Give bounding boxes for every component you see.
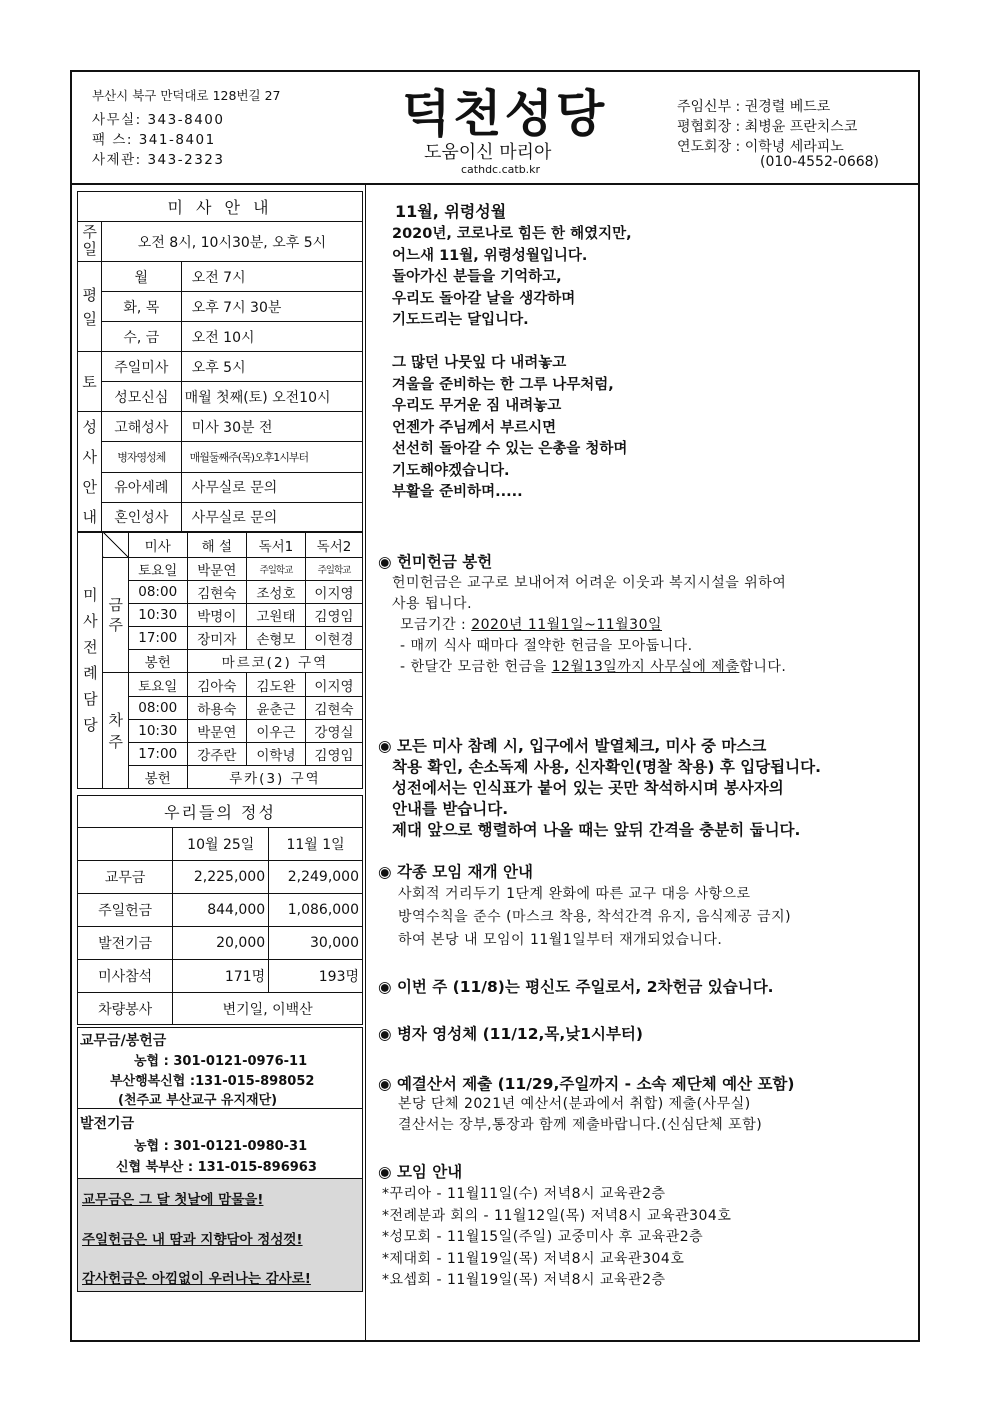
fax-number: 팩 스: 341-8401: [92, 132, 216, 148]
saturday-time: 매월 첫째(토) 오전10시: [181, 382, 362, 412]
vehicle-volunteers: 변기일, 이백산: [173, 993, 363, 1025]
mass-slot: 10:30: [128, 720, 187, 743]
meeting-item: *제대회 - 11월19일(목) 저녁8시 교육관304호: [382, 1250, 685, 1267]
blank-header-cell: [78, 828, 173, 861]
commentator: 김현숙: [187, 581, 246, 604]
offering-label: 미사참석: [78, 960, 173, 993]
mass-slot: 10:30: [128, 604, 187, 627]
offering-value: 844,000: [173, 894, 269, 927]
offering-value: 30,000: [269, 927, 363, 960]
commentator: 박명이: [187, 604, 246, 627]
announcement-sick-communion: ◉ 병자 영성체 (11/12,목,낮1시부터): [378, 1025, 643, 1043]
sacrament-name: 고해성사: [101, 412, 181, 442]
weekday-label: 평일: [78, 262, 102, 352]
offering-value: 1,086,000: [269, 894, 363, 927]
sacrament-info: 미사 30분 전: [181, 412, 362, 442]
weekday-time: 오전 10시: [181, 322, 362, 352]
commentator: 하용숙: [187, 697, 246, 720]
reflection-line: 돌아가신 분들을 기억하고,: [392, 269, 562, 285]
liturgy-duty-table: [77, 531, 363, 789]
slogan: 교무금은 그 달 첫날에 맘물을!: [82, 1192, 264, 1208]
reflection-line: 어느새 11월, 위령성월입니다.: [392, 247, 588, 264]
mass-slot: 토요일: [128, 673, 187, 697]
announcement-budget-body: 본당 단체 2021년 예산서(분과에서 취합) 제출(사무실) 결산서는 장부,통장과 함께 제출바랍니다.(신심단체 포함): [398, 1096, 763, 1133]
announcement-meetings-resume-title: ◉ 각종 모임 재개 안내: [378, 863, 533, 881]
sacrament-name: 병자영성체: [101, 442, 181, 472]
weekday-time: 오후 7시 30분: [181, 292, 362, 322]
column-divider: [365, 184, 366, 1342]
mass-slot: 토요일: [128, 558, 187, 581]
saturday-item: 성모신심: [101, 382, 181, 412]
bullet-icon: ◉: [378, 553, 392, 571]
dues-account-title: 교무금/봉헌금: [80, 1033, 167, 1049]
mass-slot: 08:00: [128, 697, 187, 720]
patron-name: 도움이신 마리아: [424, 142, 552, 163]
reflection-line: 기도해야겠습니다.: [392, 462, 510, 479]
mass-guide-table: [77, 191, 363, 533]
reader1: 조성호: [246, 581, 305, 604]
office-phone: 사무실: 343-8400: [92, 112, 225, 128]
offering-date: 10월 25일: [173, 828, 269, 861]
parish-address: 부산시 북구 만덕대로 128번길 27: [92, 88, 281, 103]
reader1: 김도완: [246, 673, 305, 697]
sunday-label: 주일: [78, 222, 102, 262]
reader1: 이우근: [246, 720, 305, 743]
reflection-line: 언젠가 주님께서 부르시면: [392, 419, 557, 436]
duty-header: 독서1: [246, 532, 305, 558]
offering-label: 발전기금: [78, 927, 173, 960]
commentator: 강주란: [187, 743, 246, 766]
reflection-line: 2020년, 코로나로 힘든 한 해였지만,: [392, 226, 632, 242]
offertory-group: 루카(3) 구역: [187, 766, 362, 789]
duty-header: 독서2: [305, 532, 362, 558]
reader2: 이지영: [305, 581, 362, 604]
parish-website: cathdc.catb.kr: [461, 163, 541, 176]
parish-title: 덕천성당: [402, 85, 608, 143]
announcement-meetings-list: [382, 1184, 731, 1292]
announcement-budget-title: ◉ 예결산서 제출 (11/29,주일까지 - 소속 제단체 예산 포함): [378, 1075, 795, 1093]
saturday-time: 오후 5시: [181, 352, 362, 382]
reader2: 김영임: [305, 743, 362, 766]
meeting-item: *꾸리아 - 11월11일(수) 저녁8시 교육관2층: [382, 1186, 666, 1202]
reader2: 이지영: [305, 673, 362, 697]
weekday-day: 화, 목: [101, 292, 181, 322]
slogans-box: [77, 1178, 363, 1292]
offering-value: 193명: [269, 960, 363, 993]
fund-account-title: 발전기금: [80, 1116, 135, 1132]
bullet-icon: ◉: [378, 737, 392, 755]
dues-account-line: (천주교 부산교구 유지재단): [118, 1093, 278, 1108]
reflection-line: 기도드리는 달입니다.: [392, 312, 529, 328]
bullet-icon: ◉: [378, 1163, 392, 1181]
dues-account-line: 부산행복신협 :131-015-898052: [110, 1074, 315, 1089]
fund-account-line: 농협 : 301-0121-0980-31: [134, 1139, 308, 1154]
sacrament-label: 성사안내: [78, 412, 102, 533]
offering-value: 2,249,000: [269, 861, 363, 894]
bullet-icon: ◉: [378, 978, 392, 996]
ward-president: 연도회장 : 이학녕 세라피노: [677, 139, 844, 155]
duty-header: 해 설: [187, 532, 246, 558]
reflection-line: 부활을 준비하며.....: [392, 484, 523, 500]
sunday-mass-times: 오전 8시, 10시30분, 오후 5시: [101, 222, 362, 262]
rectory-phone: 사제관: 343-2323: [92, 152, 225, 168]
weekday-time: 오전 7시: [181, 262, 362, 292]
mass-guide-title: 미 사 안 내: [78, 192, 363, 222]
commentator: 박문연: [187, 558, 246, 581]
meeting-item: *요셉회 - 11월19일(목) 저녁8시 교육관2층: [382, 1272, 666, 1288]
reader2: 강영실: [305, 720, 362, 743]
bullet-icon: ◉: [378, 1075, 392, 1093]
reflection-body: [392, 224, 632, 504]
this-week-label: 금주: [103, 558, 128, 673]
header-divider: [70, 183, 920, 185]
offering-value: 2,225,000: [173, 861, 269, 894]
sacrament-info: 사무실로 문의: [181, 472, 362, 502]
reader2: 김영임: [305, 604, 362, 627]
announcement-meetings-title: ◉ 모임 안내: [378, 1163, 463, 1181]
pastor-name: 주임신부 : 권경렬 베드로: [677, 99, 831, 115]
offering-value: 20,000: [173, 927, 269, 960]
offering-value: 171명: [173, 960, 269, 993]
vehicle-label: 차량봉사: [78, 993, 173, 1025]
announcement-meetings-resume-body: 사회적 거리두기 1단계 완화에 따른 교구 대응 사항으로 방역수칙을 준수 (마스크 착용, 착석간격 유지, 음식제공 금지) 하여 본당 내 모임이 11월1일부터 재개되었습니다.: [398, 886, 792, 948]
offering-date: 11월 1일: [269, 828, 363, 861]
fund-account-line: 신협 북부산 : 131-015-896963: [116, 1160, 317, 1175]
commentator: 박문연: [187, 720, 246, 743]
reflection-line: 선선히 돌아갈 수 있는 은총을 청하며: [392, 441, 628, 457]
sacrament-info: 사무실로 문의: [181, 502, 362, 532]
mass-slot: 08:00: [128, 581, 187, 604]
weekday-day: 수, 금: [101, 322, 181, 352]
offertory-label: 봉헌: [128, 650, 187, 673]
meeting-item: *전례분과 회의 - 11월12일(목) 저녁8시 교육관304호: [382, 1207, 732, 1224]
reader1: 고원태: [246, 604, 305, 627]
duty-label: 미사전례담당: [78, 532, 103, 789]
reflection-title: 11월, 위령성월: [395, 202, 507, 221]
weekday-day: 월: [101, 262, 181, 292]
commentator: 장미자: [187, 627, 246, 650]
bullet-icon: ◉: [378, 863, 392, 881]
offertory-label: 봉헌: [128, 766, 187, 789]
offering-label: 교무금: [78, 861, 173, 894]
dues-account-box: [77, 1027, 363, 1109]
reader1: 주일학교: [246, 558, 305, 581]
next-week-label: 차주: [103, 673, 128, 789]
sacrament-name: 유아세례: [101, 472, 181, 502]
offering-label: 주일헌금: [78, 894, 173, 927]
bullet-icon: ◉: [378, 1025, 392, 1043]
duty-header: 미사: [128, 532, 187, 558]
saturday-item: 주일미사: [101, 352, 181, 382]
dues-account-line: 농협 : 301-0121-0976-11: [134, 1054, 308, 1069]
saturday-label: 토: [78, 352, 102, 412]
announcement-offering-title: ◉ 헌미헌금 봉헌: [378, 553, 493, 571]
reflection-line: 우리도 무거운 짐 내려놓고: [392, 398, 562, 414]
reader2: 주일학교: [305, 558, 362, 581]
reflection-line: 겨울을 준비하는 한 그루 나무처럼,: [392, 376, 614, 393]
mass-slot: 17:00: [128, 627, 187, 650]
header-diagonal-cell: [103, 532, 128, 558]
announcement-safety: ◉ 모든 미사 참례 시, 입구에서 발열체크, 미사 중 마스크 착용 확인, 손소독제 사용, 신자확인(명찰 착용) 후 입당됩니다. 성전에서는 인식표가 붙어 있는 곳만 착석하시며 봉사자의 안내를 받습니다. 제대 앞으로 행렬하여 나올 때는 앞뒤 간격을 충분히 둡니다.: [378, 737, 821, 839]
offerings-table: [77, 795, 363, 1025]
reflection-line: 우리도 돌아갈 날을 생각하며: [392, 290, 576, 307]
offertory-group: 마르코(2) 구역: [187, 650, 362, 673]
ward-president-phone: (010-4552-0668): [760, 154, 880, 170]
offerings-title: 우리들의 정성: [78, 796, 363, 828]
reader1: 손형모: [246, 627, 305, 650]
reader1: 이학녕: [246, 743, 305, 766]
reader2: 김현숙: [305, 697, 362, 720]
slogan: 감사헌금은 아낌없이 우러나는 감사로!: [82, 1271, 311, 1287]
council-president: 평협회장 : 최병윤 프란치스코: [677, 119, 858, 135]
reflection-line: 그 많던 나뭇잎 다 내려놓고: [392, 355, 567, 371]
meeting-item: *성모회 - 11월15일(주일) 교중미사 후 교육관2층: [382, 1229, 704, 1245]
sacrament-name: 혼인성사: [101, 502, 181, 532]
announcement-laity-sunday: ◉ 이번 주 (11/8)는 평신도 주일로서, 2차헌금 있습니다.: [378, 978, 774, 996]
reader1: 윤춘근: [246, 697, 305, 720]
reader2: 이현경: [305, 627, 362, 650]
slogan: 주일헌금은 내 땀과 지향담아 정성껏!: [82, 1232, 303, 1248]
commentator: 김아숙: [187, 673, 246, 697]
announcement-offering-body: 헌미헌금은 교구로 보내어져 어려운 이웃과 복지시설을 위하여 사용 됩니다. 모금기간 : 2020년 11월1일~11월30일 - 매끼 식사 때마다 절약한 헌금을 모아둡니다. - 한달간 모금한 헌금을 12월13일까지 사무실에 제출합니다.: [392, 575, 787, 675]
sacrament-info: 매월둘째주(목)오후1시부터: [181, 442, 362, 472]
mass-slot: 17:00: [128, 743, 187, 766]
fund-account-box: [77, 1108, 363, 1179]
reflection-spacer: [392, 332, 632, 354]
